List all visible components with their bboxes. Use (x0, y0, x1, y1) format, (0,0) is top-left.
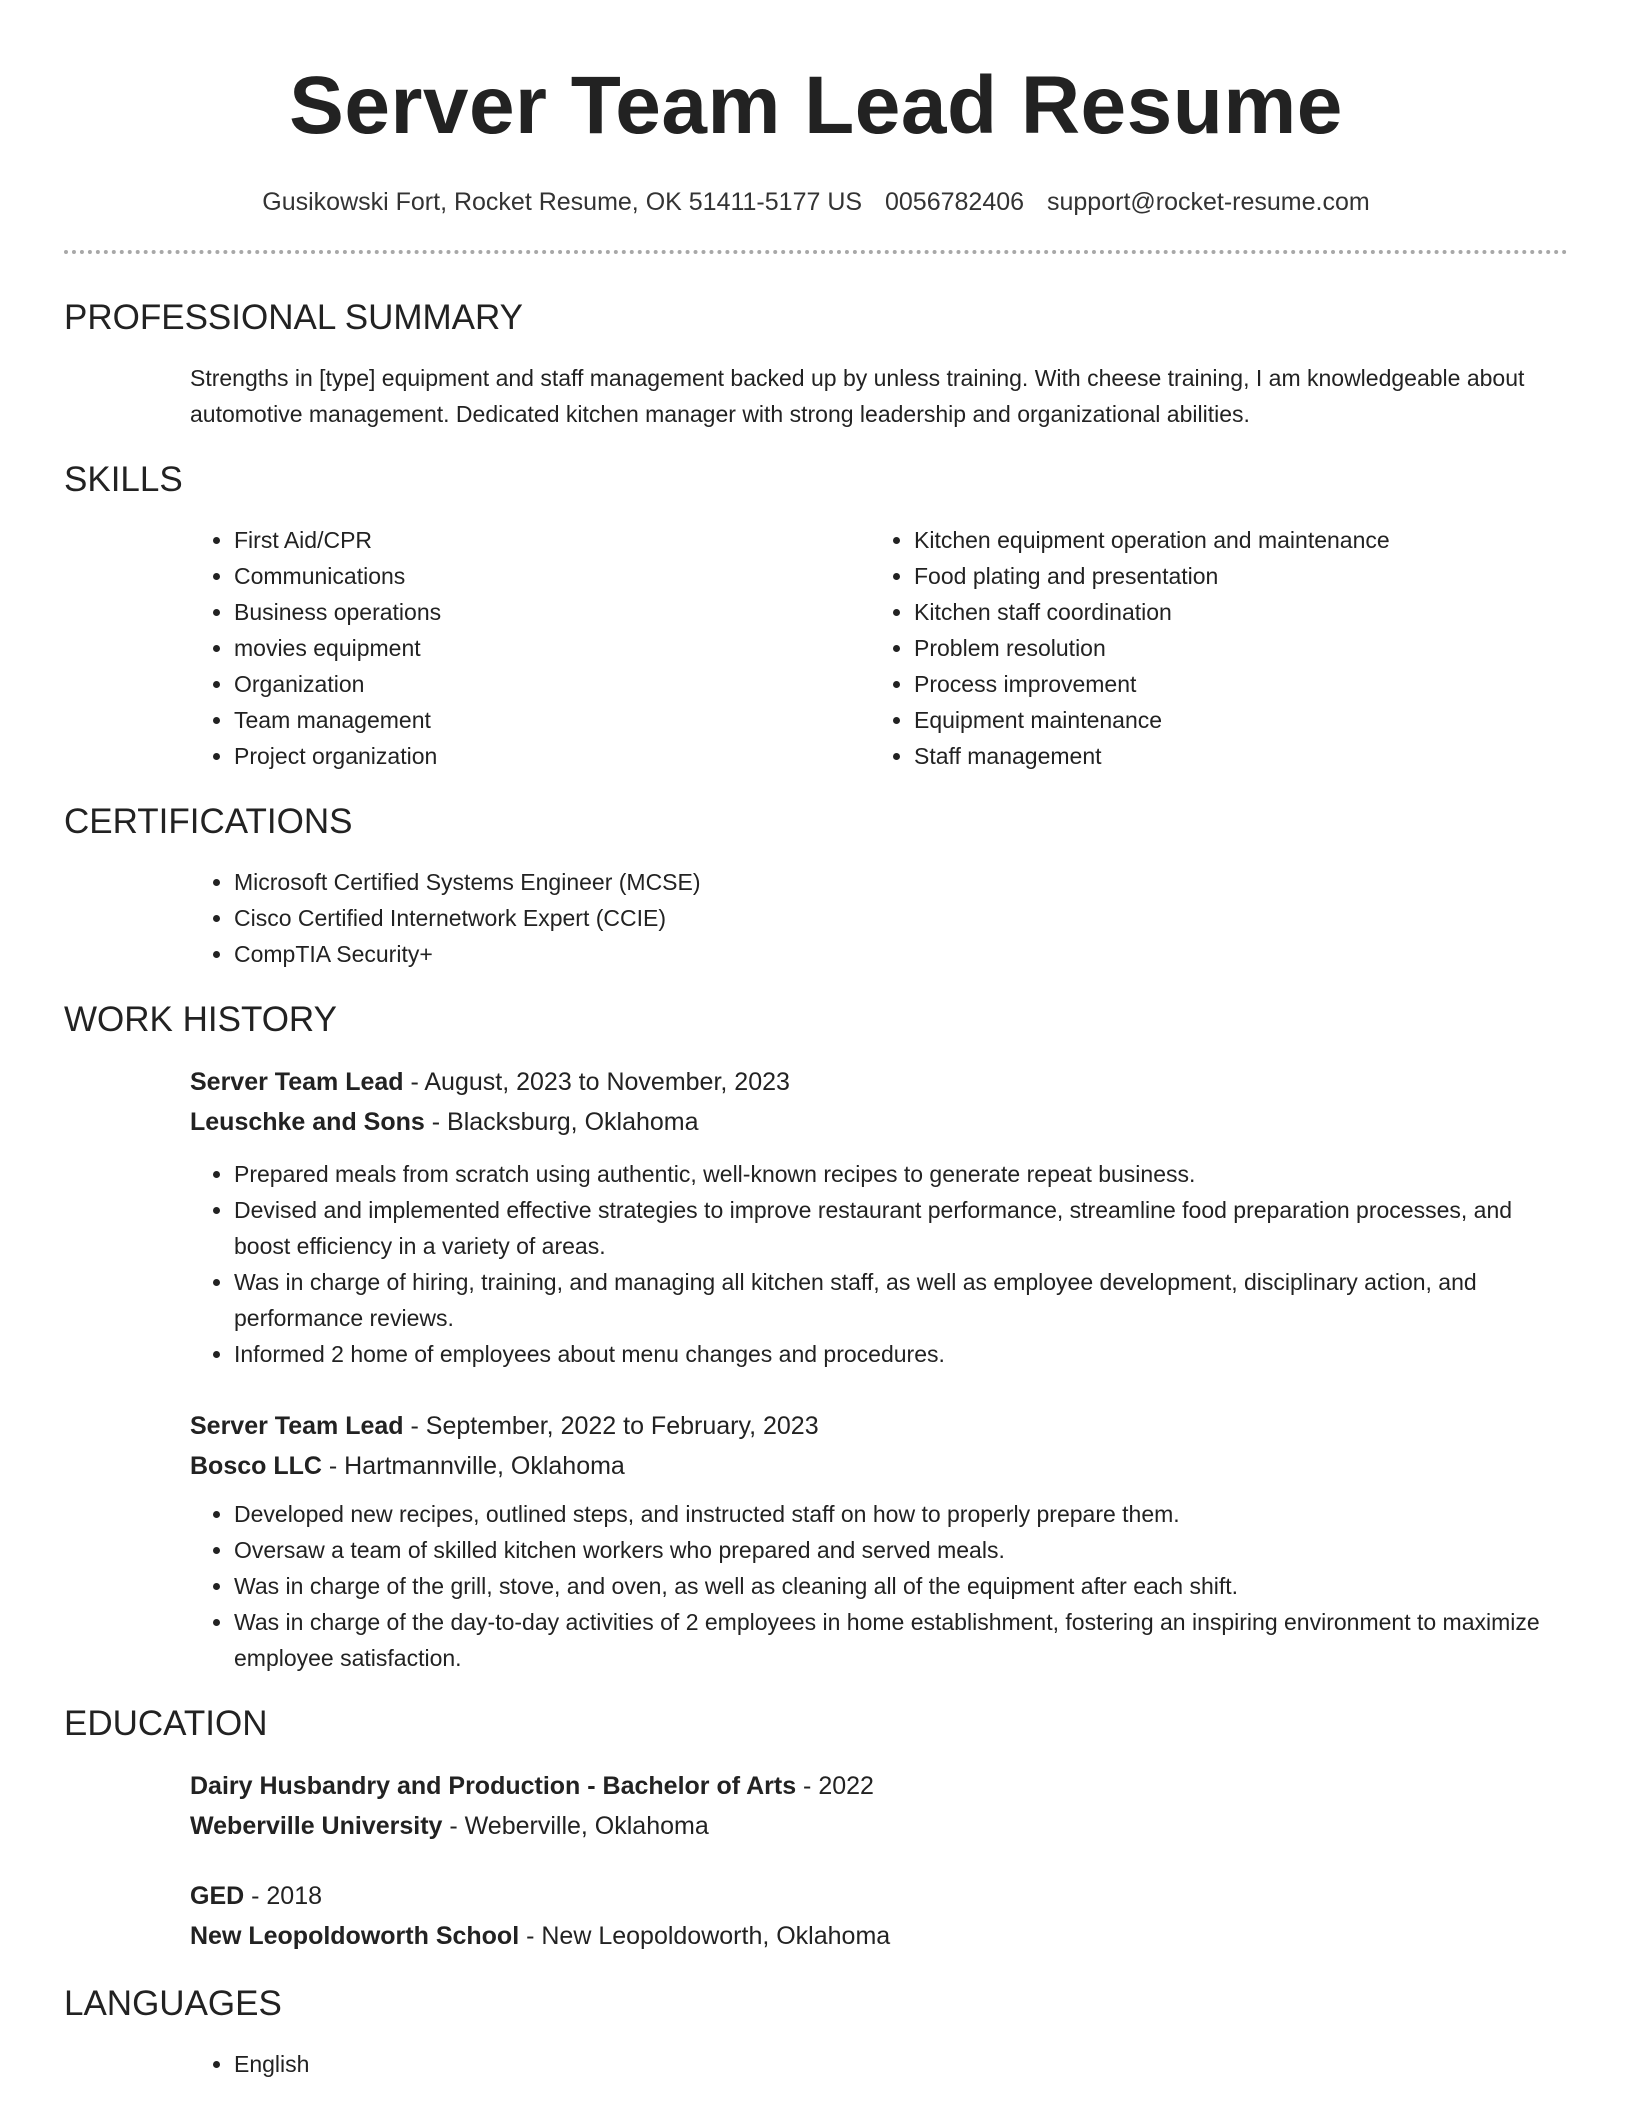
work-history-section (64, 998, 1568, 1676)
skill-item: • Organization (234, 666, 870, 702)
job-title: Server Team Lead (190, 1068, 404, 1096)
education-section (64, 1702, 1568, 1956)
job-dates: - September, 2022 to February, 2023 (403, 1412, 819, 1440)
job-location: - Blacksburg, Oklahoma (424, 1108, 699, 1136)
education-school: Weberville University (190, 1812, 443, 1840)
section-title-skills: SKILLS (64, 460, 183, 499)
education-year: - 2018 (244, 1882, 323, 1910)
certification-item: • Microsoft Certified Systems Engineer (MCSE) (234, 864, 1568, 900)
contact-address: Gusikowski Fort, Rocket Resume, OK 51411-5177 US (262, 188, 863, 216)
contact-phone: 0056782406 (885, 188, 1025, 216)
summary-section (64, 296, 1568, 432)
job-entry (190, 1062, 1568, 1372)
job-company: Leuschke and Sons (190, 1108, 425, 1136)
job-bullet: • Was in charge of the grill, stove, and oven, as well as cleaning all of the equipment after each shift. (234, 1568, 1568, 1604)
skill-item: • Project organization (234, 738, 870, 774)
job-bullet: • Was in charge of the day-to-day activities of 2 employees in home establishment, fostering an inspiring environment to maximize employee satisfaction. (234, 1604, 1568, 1676)
skills-section (64, 458, 1568, 774)
section-title-education: EDUCATION (64, 1704, 268, 1743)
section-title-summary: PROFESSIONAL SUMMARY (64, 298, 523, 337)
job-bullet: • Devised and implemented effective strategies to improve restaurant performance, streamline food preparation processes, and boost efficiency in a variety of areas. (234, 1192, 1568, 1264)
job-title: Server Team Lead (190, 1412, 404, 1440)
skill-item: • Process improvement (914, 666, 1550, 702)
education-school-line (190, 1916, 1568, 1956)
job-location: - Hartmannville, Oklahoma (321, 1452, 625, 1480)
job-title-line (190, 1406, 1568, 1446)
education-school: New Leopoldoworth School (190, 1922, 520, 1950)
section-title-work-history: WORK HISTORY (64, 1000, 337, 1039)
skills-column-left (190, 522, 870, 774)
skill-item: • Equipment maintenance (914, 702, 1550, 738)
summary-text: Strengths in [type] equipment and staff management backed up by unless training. With cheese training, I am knowledgeable about automotive management. Dedicated kitchen manager with strong leadership and organizational abilities. (190, 365, 1525, 427)
skill-item: • Food plating and presentation (914, 558, 1550, 594)
skill-item: • Problem resolution (914, 630, 1550, 666)
skill-item: • Communications (234, 558, 870, 594)
section-title-languages: LANGUAGES (64, 1984, 282, 2023)
education-degree: Dairy Husbandry and Production - Bachelor of Arts (190, 1772, 797, 1800)
certification-item: • CompTIA Security+ (234, 936, 1568, 972)
job-company: Bosco LLC (190, 1452, 322, 1480)
skill-item: • movies equipment (234, 630, 870, 666)
resume-title: Server Team Lead Resume (289, 60, 1343, 151)
education-location: - Weberville, Oklahoma (442, 1812, 709, 1840)
language-item: • English (234, 2046, 1568, 2082)
certifications-section (64, 800, 1568, 972)
languages-list (190, 2046, 1568, 2082)
education-degree-line (190, 1876, 1568, 1916)
skill-item: • Business operations (234, 594, 870, 630)
job-bullet: • Was in charge of hiring, training, and managing all kitchen staff, as well as employee development, disciplinary action, and performance reviews. (234, 1264, 1568, 1336)
skills-columns (190, 522, 1568, 774)
contact-email: support@rocket-resume.com (1047, 188, 1370, 216)
job-bullet: • Informed 2 home of employees about menu changes and procedures. (234, 1336, 1568, 1372)
job-bullet: • Oversaw a team of skilled kitchen workers who prepared and served meals. (234, 1532, 1568, 1568)
certifications-list (190, 864, 1568, 972)
skills-column-right (870, 522, 1550, 774)
job-company-line (190, 1102, 1568, 1142)
education-entry (190, 1876, 1568, 1956)
education-location: - New Leopoldoworth, Oklahoma (519, 1922, 891, 1950)
skill-item: • Kitchen equipment operation and maintenance (914, 522, 1550, 558)
education-entry (190, 1766, 1568, 1846)
contact-line (64, 186, 1568, 218)
job-company-line (190, 1446, 1568, 1486)
education-degree-line (190, 1766, 1568, 1806)
skill-item: • Kitchen staff coordination (914, 594, 1550, 630)
job-bullet: • Developed new recipes, outlined steps, and instructed staff on how to properly prepare them. (234, 1496, 1568, 1532)
skill-item: • Staff management (914, 738, 1550, 774)
certification-item: • Cisco Certified Internetwork Expert (CCIE) (234, 900, 1568, 936)
job-bullet: • Prepared meals from scratch using authentic, well-known recipes to generate repeat business. (234, 1156, 1568, 1192)
languages-section (64, 1982, 1568, 2082)
education-degree: GED (190, 1882, 245, 1910)
skill-item: • Team management (234, 702, 870, 738)
job-dates: - August, 2023 to November, 2023 (403, 1068, 790, 1096)
skill-item: • First Aid/CPR (234, 522, 870, 558)
job-title-line (190, 1062, 1568, 1102)
education-year: - 2022 (796, 1772, 874, 1800)
header-divider (64, 250, 1568, 254)
education-school-line (190, 1806, 1568, 1846)
section-title-certifications: CERTIFICATIONS (64, 802, 353, 841)
job-entry (190, 1406, 1568, 1676)
